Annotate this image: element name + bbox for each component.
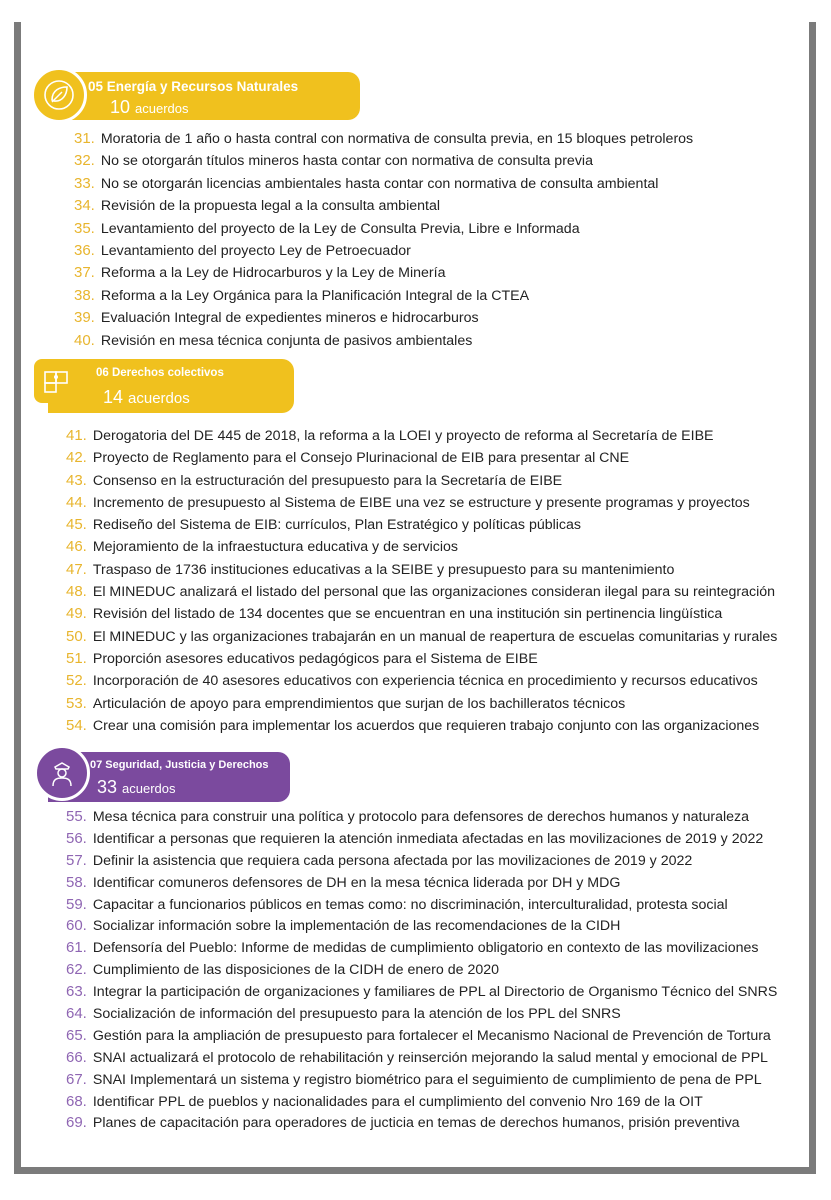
item-text: Proporción asesores educativos pedagógicos para el Sistema de EIBE [92,650,538,667]
item-text: Gestión para la ampliación de presupuesto para fortalecer el Mecanismo Nacional de Prevención de Tortura [92,1027,771,1044]
list-item [66,896,777,918]
count-number: 14 [103,387,124,407]
item-number: 67. [66,1070,87,1088]
list-item [66,852,777,874]
item-number: 53. [66,694,87,712]
count-word: acuerdos [128,390,190,407]
list-item [66,516,777,538]
list-item [66,538,777,560]
item-number: 35. [74,219,95,237]
item-text: Traspaso de 1736 instituciones educativas a la SEIBE y presupuesto para su mantenimiento [92,561,675,578]
item-number: 68. [66,1092,87,1110]
list-item [66,1093,777,1115]
item-number: 63. [66,983,87,1001]
section-title: 05 Energía y Recursos Naturales [88,79,299,94]
item-text: SNAI Implementará un sistema y registro biométrico para el seguimiento de cumplimiento de pena de PPL [92,1071,762,1088]
item-text: Reforma a la Ley Orgánica para la Planificación Integral de la CTEA [100,287,530,304]
item-number: 39. [74,309,95,327]
section-05-header [48,72,360,120]
list-item [66,983,777,1005]
item-text: Planes de capacitación para operadores de jucticia en temas de derechos humanos, prisión preventiva [92,1115,740,1132]
item-number: 33. [74,174,95,192]
item-number: 43. [66,471,87,489]
item-number: 48. [66,583,87,601]
item-text: Definir la asistencia que requiera cada persona afectada por las movilizaciones de 2019 y 2022 [92,852,693,869]
item-number: 61. [66,939,87,957]
list-item [74,175,693,197]
list-item [66,561,777,583]
item-number: 64. [66,1005,87,1023]
item-text: Identificar a personas que requieren la atención inmediata afectadas en las movilizaciones de 2019 y 2022 [92,830,764,847]
list-item [66,494,777,516]
item-number: 44. [66,493,87,511]
energy-leaf-icon [31,67,87,123]
item-number: 45. [66,516,87,534]
item-number: 52. [66,672,87,690]
item-text: Incremento de presupuesto al Sistema de EIBE una vez se estructure y presente programas y proyectos [92,494,750,511]
list-item [66,583,777,605]
item-text: Capacitar a funcionarios públicos en temas como: no discriminación, interculturalidad, protesta social [92,896,728,913]
item-number: 49. [66,605,87,623]
section-count [97,777,176,798]
section-07-list [66,808,777,1136]
item-text: Defensoría del Pueblo: Informe de medidas de cumplimiento obligatorio en contexto de las movilizaciones [92,940,759,957]
item-text: Crear una comisión para implementar los acuerdos que requieren trabajo conjunto con las organizaciones [92,717,760,734]
list-item [74,287,693,309]
section-06-header [48,359,294,413]
item-text: Moratoria de 1 año o hasta contral con normativa de consulta previa, en 15 bloques petroleros [100,131,694,147]
item-text: Mesa técnica para construir una política y protocolo para defensores de derechos humanos y naturaleza [92,809,750,825]
item-text: Articulación de apoyo para emprendimientos que surjan de los bachilleratos técnicos [92,695,626,712]
item-text: No se otorgarán licencias ambientales hasta contar con normativa de consulta ambiental [100,175,659,192]
item-text: Revisión en mesa técnica conjunta de pasivos ambientales [100,332,473,349]
list-item [66,1049,777,1071]
section-count [110,97,189,118]
list-item [66,717,777,739]
item-text: Levantamiento del proyecto Ley de Petroecuador [100,242,411,259]
list-item [74,264,693,286]
list-item [74,332,693,354]
item-number: 62. [66,961,87,979]
list-item [74,130,693,152]
item-number: 55. [66,808,87,825]
list-item [66,449,777,471]
list-item [66,472,777,494]
list-item [66,808,777,830]
item-number: 57. [66,851,87,869]
list-item [66,1071,777,1093]
item-number: 60. [66,917,87,935]
item-text: Mejoramiento de la infraestuctura educativa y de servicios [92,539,458,556]
item-text: Incorporación de 40 asesores educativos con experiencia técnica en procedimiento y recursos educativos [92,673,758,690]
item-number: 50. [66,627,87,645]
list-item [66,672,777,694]
item-text: Consenso en la estructuración del presupuesto para la Secretaría de EIBE [92,472,563,489]
item-text: Reforma a la Ley de Hidrocarburos y la Ley de Minería [100,265,446,282]
item-number: 31. [74,130,95,147]
item-text: El MINEDUC analizará el listado del personal que las organizaciones consideran ilegal para su reintegración [92,584,776,601]
list-item [74,309,693,331]
list-item [66,650,777,672]
list-item [66,427,777,449]
list-item [66,917,777,939]
section-title: 06 Derechos colectivos [96,367,224,379]
list-item [66,961,777,983]
item-number: 32. [74,152,95,170]
item-text: Identificar PPL de pueblos y nacionalidades para el cumplimiento del convenio Nro 169 de la OIT [92,1093,703,1110]
list-item [66,695,777,717]
list-item [74,220,693,242]
count-word: acuerdos [122,781,176,796]
item-number: 66. [66,1048,87,1066]
item-text: No se otorgarán títulos mineros hasta contar con normativa de consulta previa [100,153,593,170]
item-number: 69. [66,1114,87,1132]
item-text: Proyecto de Reglamento para el Consejo Plurinacional de EIB para presentar al CNE [92,450,630,467]
item-number: 65. [66,1026,87,1044]
item-number: 54. [66,716,87,734]
list-item [66,1005,777,1027]
item-number: 41. [66,427,87,444]
item-text: Revisión del listado de 134 docentes que se encuentran en una institución sin pertinencia lingüística [92,606,723,623]
item-number: 42. [66,449,87,467]
item-text: Rediseño del Sistema de EIB: currículos, Plan Estratégico y políticas públicas [92,517,581,534]
list-item [66,1027,777,1049]
item-number: 51. [66,649,87,667]
item-text: Evaluación Integral de expedientes mineros e hidrocarburos [100,310,479,327]
item-number: 36. [74,241,95,259]
puzzle-icon [34,359,78,403]
item-text: Revisión de la propuesta legal a la consulta ambiental [100,198,440,215]
list-item [66,628,777,650]
item-number: 47. [66,560,87,578]
item-text: SNAI actualizará el protocolo de rehabilitación y reinserción mejorando la salud mental y emocional de PPL [92,1049,768,1066]
list-item [66,874,777,896]
police-officer-icon [34,745,90,801]
item-text: Cumplimiento de las disposiciones de la CIDH de enero de 2020 [92,962,500,979]
section-title: 07 Seguridad, Justicia y Derechos [90,759,269,771]
item-number: 37. [74,264,95,282]
item-number: 56. [66,829,87,847]
item-text: Socialización de información del presupuesto para la atención de los PPL del SNRS [92,1006,621,1023]
item-number: 40. [74,331,95,349]
section-05-list [74,130,693,354]
count-number: 33 [97,777,118,797]
item-text: Derogatoria del DE 445 de 2018, la reforma a la LOEI y proyecto de reforma al Secretaría de EIBE [92,428,714,444]
list-item [74,242,693,264]
count-word: acuerdos [135,101,189,116]
item-number: 59. [66,895,87,913]
item-number: 58. [66,873,87,891]
item-text: Levantamiento del proyecto de la Ley de Consulta Previa, Libre e Informada [100,220,580,237]
item-text: Integrar la participación de organizaciones y familiares de PPL al Directorio de Organismo Técnico del SNRS [92,984,778,1001]
item-text: Socializar información sobre la implementación de las recomendaciones de la CIDH [92,918,621,935]
section-count [103,387,190,408]
list-item [74,197,693,219]
list-item [66,1114,777,1136]
list-item [66,605,777,627]
list-item [66,830,777,852]
count-number: 10 [110,97,131,117]
list-item [74,152,693,174]
list-item [66,939,777,961]
item-text: El MINEDUC y las organizaciones trabajarán en un manual de reapertura de escuelas comunitarias y rurales [92,628,778,645]
item-number: 34. [74,197,95,215]
section-06-list [66,427,777,739]
item-text: Identificar comuneros defensores de DH en la mesa técnica liderada por DH y MDG [92,874,621,891]
item-number: 38. [74,286,95,304]
item-number: 46. [66,538,87,556]
